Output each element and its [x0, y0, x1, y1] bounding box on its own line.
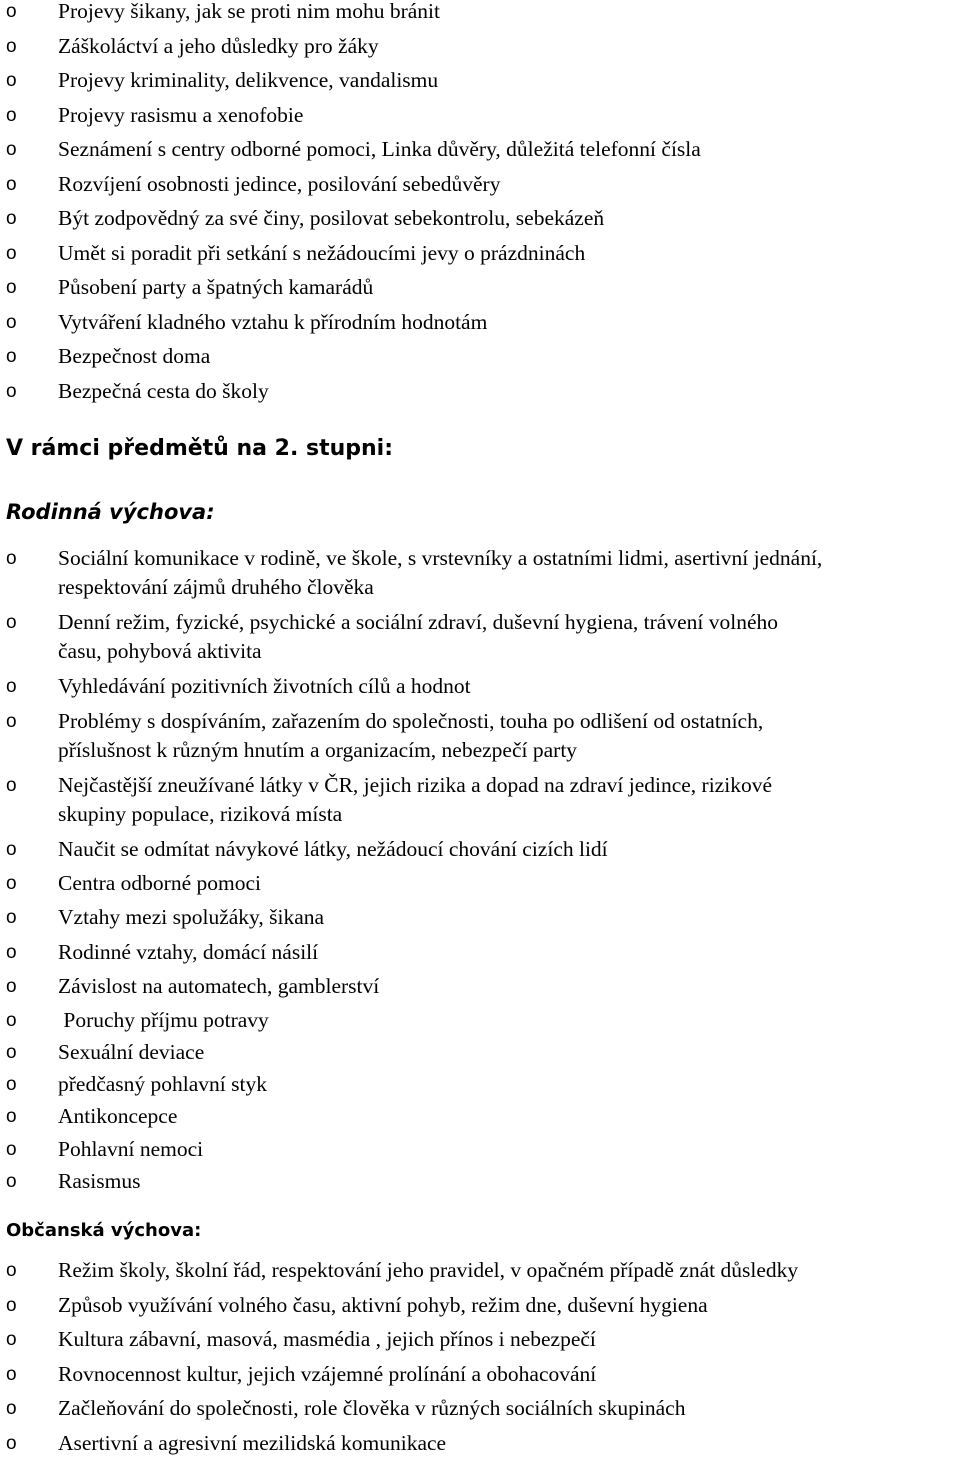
- list-item: o Antikoncepce: [0, 1102, 960, 1134]
- bullet-o-icon: o: [6, 204, 17, 233]
- bullet-o-icon: o: [6, 903, 17, 932]
- topic-list-rodinna-vychova: [0, 544, 960, 1199]
- bullet-o-icon: o: [6, 101, 17, 130]
- bullet-o-icon: o: [6, 1256, 17, 1285]
- list-item: o Seznámení s centry odborné pomoci, Linka důvěry, důležitá telefonní čísla: [0, 135, 960, 170]
- list-item: o Působení party a špatných kamarádů: [0, 273, 960, 308]
- bullet-o-icon: o: [6, 308, 17, 337]
- bullet-o-icon: o: [6, 1167, 17, 1196]
- list-item: o Sociální komunikace v rodině, ve škole, s vrstevníky a ostatními lidmi, asertivní jednání, respektování zájmů druhého člověka: [0, 544, 960, 608]
- list-item: o Sexuální deviace: [0, 1038, 960, 1070]
- list-item: o Naučit se odmítat návykové látky, nežádoucí chování cizích lidí: [0, 835, 960, 869]
- list-item: o Být zodpovědný za své činy, posilovat sebekontrolu, sebekázeň: [0, 204, 960, 239]
- bullet-o-icon: o: [6, 938, 17, 967]
- section-heading: V rámci předmětů na 2. stupni:: [6, 436, 393, 461]
- list-item: o Kultura zábavní, masová, masmédia , jejich přínos i nebezpečí: [0, 1325, 960, 1360]
- bullet-o-icon: o: [6, 672, 17, 701]
- list-item: o Poruchy příjmu potravy: [0, 1006, 960, 1038]
- bullet-o-icon: o: [6, 1102, 17, 1131]
- topic-list-obcanska-vychova: [0, 1256, 960, 1463]
- bullet-o-icon: o: [6, 66, 17, 95]
- list-item: o Pohlavní nemoci: [0, 1135, 960, 1167]
- list-item: o Centra odborné pomoci: [0, 869, 960, 903]
- bullet-o-icon: o: [6, 1006, 17, 1035]
- bullet-o-icon: o: [6, 707, 17, 736]
- bullet-o-icon: o: [6, 273, 17, 302]
- bullet-o-icon: o: [6, 170, 17, 199]
- bullet-o-icon: o: [6, 835, 17, 864]
- bullet-o-icon: o: [6, 32, 17, 61]
- bullet-o-icon: o: [6, 239, 17, 268]
- list-item: o Vztahy mezi spolužáky, šikana: [0, 903, 960, 937]
- list-item: o Bezpečná cesta do školy: [0, 377, 960, 412]
- list-item: o Způsob využívání volného času, aktivní pohyb, režim dne, duševní hygiena: [0, 1291, 960, 1326]
- bullet-o-icon: o: [6, 1038, 17, 1067]
- bullet-o-icon: o: [6, 1291, 17, 1320]
- list-item: o Projevy šikany, jak se proti nim mohu bránit: [0, 0, 960, 32]
- bullet-o-icon: o: [6, 972, 17, 1001]
- bullet-o-icon: o: [6, 1429, 17, 1458]
- bullet-o-icon: o: [6, 1135, 17, 1164]
- bullet-o-icon: o: [6, 377, 17, 406]
- bullet-o-icon: o: [6, 1325, 17, 1354]
- list-item: o Režim školy, školní řád, respektování jeho pravidel, v opačném případě znát důsledky: [0, 1256, 960, 1291]
- list-item: o předčasný pohlavní styk: [0, 1070, 960, 1102]
- list-item: o Umět si poradit při setkání s nežádoucími jevy o prázdninách: [0, 239, 960, 274]
- subsection-heading-obcanska-vychova: Občanská výchova:: [6, 1220, 201, 1241]
- list-item: o Rozvíjení osobnosti jedince, posilování sebedůvěry: [0, 170, 960, 205]
- list-item: o Nejčastější zneužívané látky v ČR, jejich rizika a dopad na zdraví jedince, rizikové skupiny populace, riziková místa: [0, 771, 960, 835]
- list-item: o Asertivní a agresivní mezilidská komunikace: [0, 1429, 960, 1463]
- bullet-o-icon: o: [6, 544, 17, 573]
- list-item: o Denní režim, fyzické, psychické a sociální zdraví, duševní hygiena, trávení volného času, pohybová aktivita: [0, 608, 960, 672]
- bullet-o-icon: o: [6, 1070, 17, 1099]
- list-item: o Rodinné vztahy, domácí násilí: [0, 938, 960, 972]
- list-item: o Záškoláctví a jeho důsledky pro žáky: [0, 32, 960, 67]
- list-item: o Projevy rasismu a xenofobie: [0, 101, 960, 136]
- bullet-o-icon: o: [6, 342, 17, 371]
- list-item: o Vytváření kladného vztahu k přírodním hodnotám: [0, 308, 960, 343]
- bullet-o-icon: o: [6, 1394, 17, 1423]
- bullet-o-icon: o: [6, 869, 17, 898]
- bullet-o-icon: o: [6, 771, 17, 800]
- list-item: o Začleňování do společnosti, role člověka v různých sociálních skupinách: [0, 1394, 960, 1429]
- bullet-o-icon: o: [6, 1360, 17, 1389]
- bullet-o-icon: o: [6, 135, 17, 164]
- list-item: o Problémy s dospíváním, zařazením do společnosti, touha po odlišení od ostatních, příslušnost k různým hnutím a organizacím, nebezpečí party: [0, 707, 960, 771]
- list-item: o Rovnocennost kultur, jejich vzájemné prolínání a obohacování: [0, 1360, 960, 1395]
- list-item: o Bezpečnost doma: [0, 342, 960, 377]
- list-item: o Projevy kriminality, delikvence, vandalismu: [0, 66, 960, 101]
- bullet-o-icon: o: [6, 608, 17, 637]
- topic-list-top: [0, 0, 960, 411]
- list-item: o Rasismus: [0, 1167, 960, 1199]
- list-item: o Vyhledávání pozitivních životních cílů a hodnot: [0, 672, 960, 706]
- list-item: o Závislost na automatech, gamblerství: [0, 972, 960, 1006]
- bullet-o-icon: o: [6, 0, 17, 26]
- subsection-heading-rodinna-vychova: Rodinná výchova:: [6, 500, 215, 524]
